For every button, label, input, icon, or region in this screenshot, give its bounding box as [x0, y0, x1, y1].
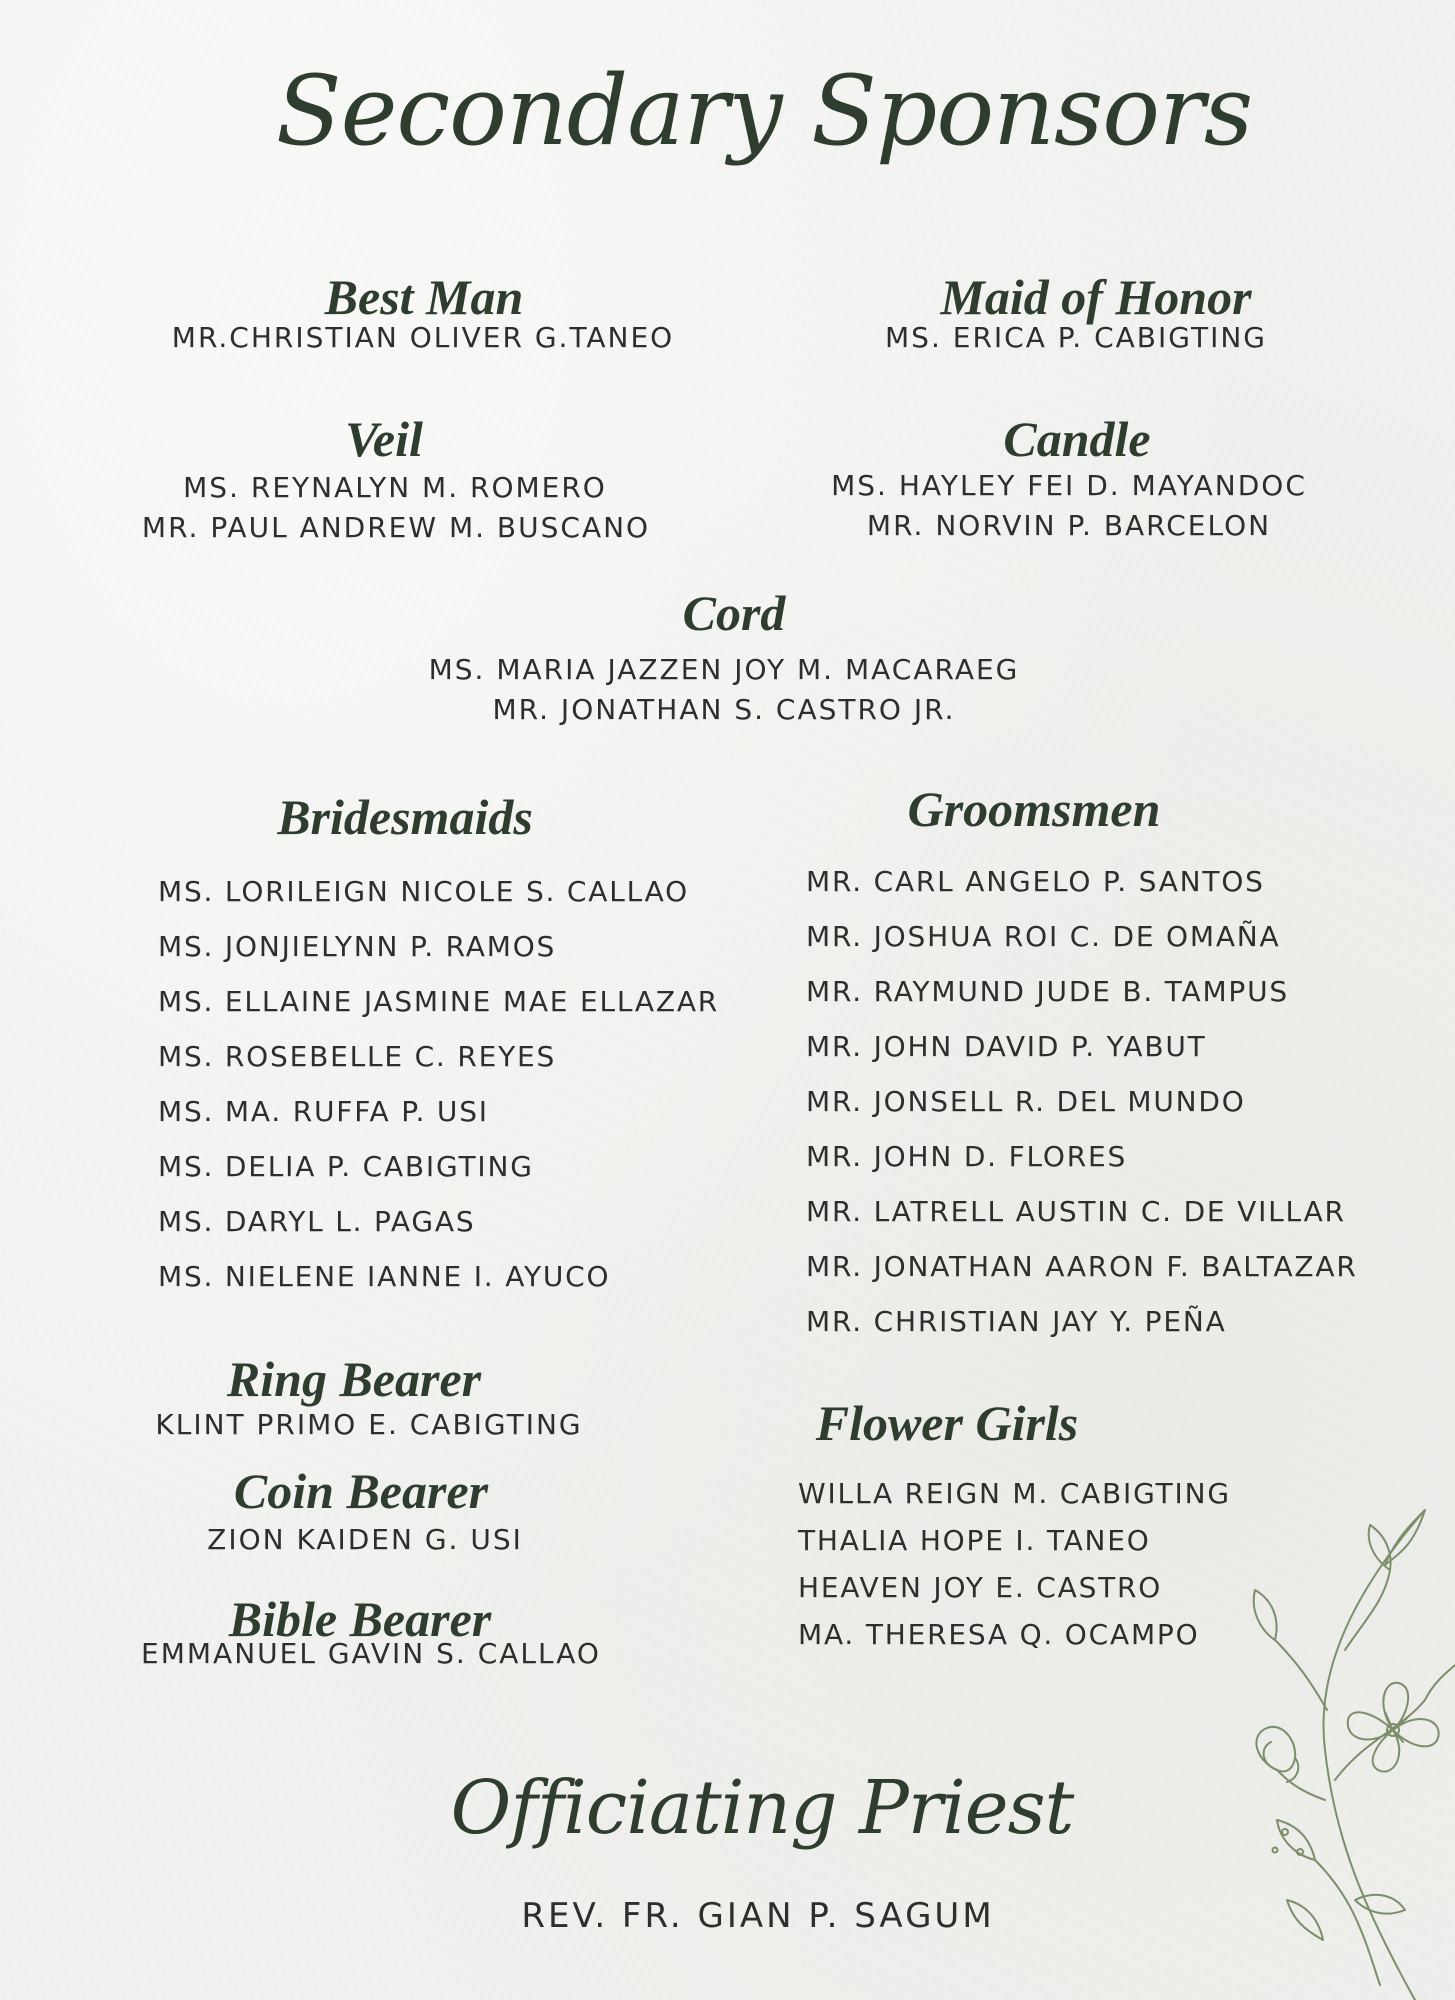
list-item: MR. RAYMUND JUDE B. TAMPUS [806, 975, 1289, 1008]
list-item: MS. JONJIELYNN P. RAMOS [158, 930, 557, 963]
flower-girls-heading: Flower Girls [815, 1395, 1079, 1451]
candle-name-1: MS. HAYLEY FEI D. MAYANDOC [831, 469, 1307, 502]
candle-name-2: MR. NORVIN P. BARCELON [866, 509, 1272, 542]
groomsmen-list [806, 854, 1358, 1349]
veil-name-2: MR. PAUL ANDREW M. BUSCANO [141, 511, 651, 544]
list-item: MS. NIELENE IANNE I. AYUCO [158, 1260, 611, 1293]
coin-bearer-heading: Coin Bearer [233, 1463, 489, 1519]
list-item: MR. CARL ANGELO P. SANTOS [806, 865, 1265, 898]
veil-heading: Veil [345, 411, 423, 467]
coin-bearer-name: ZION KAIDEN G. USI [207, 1523, 523, 1556]
list-item: MR. JOHN D. FLORES [806, 1140, 1128, 1173]
list-item: MS. LORILEIGN NICOLE S. CALLAO [158, 875, 689, 908]
list-item: MR. LATRELL AUSTIN C. DE VILLAR [806, 1195, 1346, 1228]
floral-branch-icon [1215, 1480, 1455, 2000]
bible-bearer-heading: Bible Bearer [228, 1591, 492, 1647]
cord-heading: Cord [682, 585, 786, 641]
ring-bearer-heading: Ring Bearer [226, 1351, 482, 1407]
list-item: HEAVEN JOY E. CASTRO [798, 1571, 1163, 1604]
flower-girls-list [798, 1470, 1231, 1658]
list-item: MA. THERESA Q. OCAMPO [798, 1618, 1200, 1651]
list-item: MS. DARYL L. PAGAS [158, 1205, 476, 1238]
list-item: MR. JONATHAN AARON F. BALTAZAR [806, 1250, 1358, 1283]
list-item: MS. ELLAINE JASMINE MAE ELLAZAR [158, 985, 720, 1018]
list-item: MS. MA. RUFFA P. USI [158, 1095, 489, 1128]
list-item: MR. JOSHUA ROI C. DE OMAÑA [806, 920, 1281, 953]
groomsmen-heading: Groomsmen [907, 781, 1161, 837]
page-title: Secondary Sponsors [275, 55, 1253, 167]
list-item: MR. CHRISTIAN JAY Y. PEÑA [806, 1305, 1227, 1338]
list-item: MR. JONSELL R. DEL MUNDO [806, 1085, 1246, 1118]
veil-name-1: MS. REYNALYN M. ROMERO [183, 471, 607, 504]
list-item: WILLA REIGN M. CABIGTING [798, 1477, 1231, 1510]
list-item: MS. DELIA P. CABIGTING [158, 1150, 534, 1183]
candle-heading: Candle [1003, 411, 1151, 467]
bridesmaids-list [158, 864, 719, 1304]
list-item: THALIA HOPE I. TANEO [798, 1524, 1151, 1557]
bridesmaids-heading: Bridesmaids [277, 789, 533, 845]
officiating-priest-name: REV. FR. GIAN P. SAGUM [521, 1896, 995, 1936]
maid-of-honor-name: MS. ERICA P. CABIGTING [885, 321, 1267, 354]
cord-name-2: MR. JONATHAN S. CASTRO JR. [492, 693, 956, 726]
bible-bearer-name: EMMANUEL GAVIN S. CALLAO [141, 1637, 601, 1670]
best-man-heading: Best Man [324, 269, 524, 325]
officiating-priest-heading: Officiating Priest [450, 1765, 1074, 1851]
best-man-name: MR.CHRISTIAN OLIVER G.TANEO [171, 321, 675, 354]
ring-bearer-name: KLINT PRIMO E. CABIGTING [155, 1408, 583, 1441]
list-item: MS. ROSEBELLE C. REYES [158, 1040, 557, 1073]
maid-of-honor-heading: Maid of Honor [940, 269, 1252, 325]
list-item: MR. JOHN DAVID P. YABUT [806, 1030, 1207, 1063]
cord-name-1: MS. MARIA JAZZEN JOY M. MACARAEG [428, 653, 1020, 686]
